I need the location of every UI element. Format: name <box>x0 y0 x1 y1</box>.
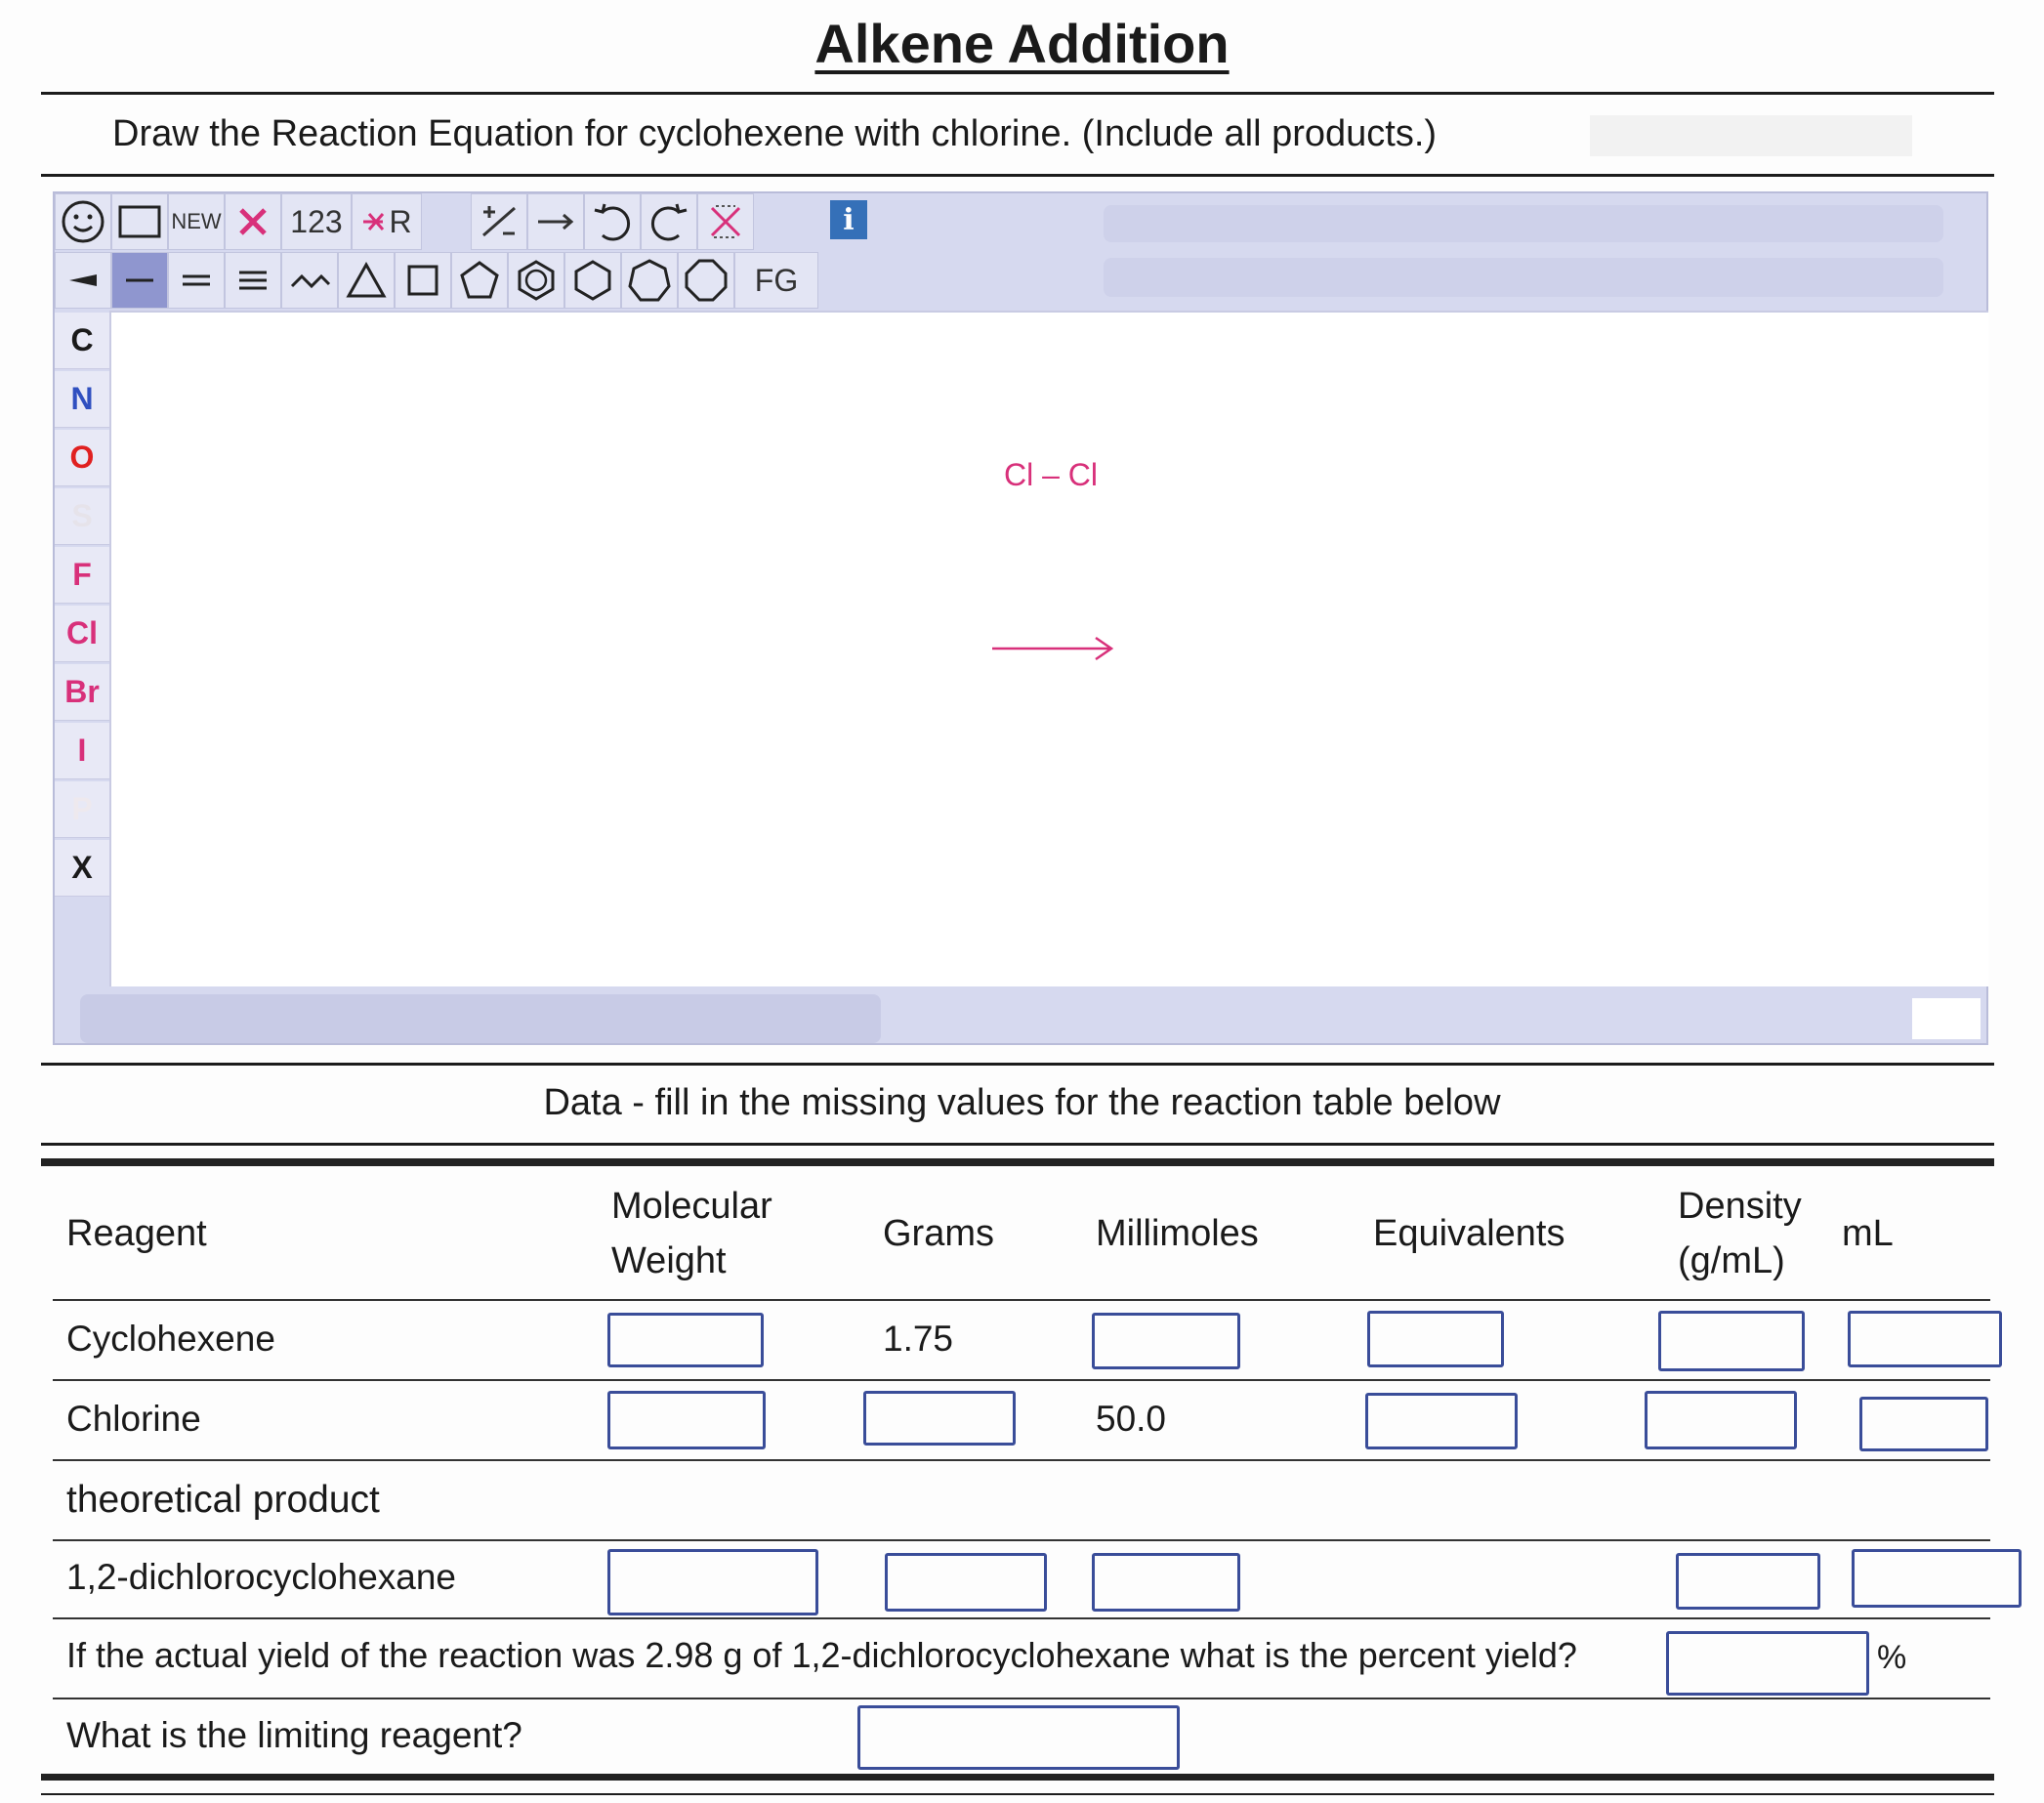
grams-value: 1.75 <box>883 1319 954 1359</box>
header-mw-line1: Molecular <box>611 1186 772 1227</box>
element-cl[interactable]: Cl <box>55 606 109 662</box>
grams-input[interactable] <box>885 1553 1047 1612</box>
cyclohexane-icon[interactable] <box>564 252 621 309</box>
cyclobutane-icon[interactable] <box>395 252 451 309</box>
bond: – <box>1042 457 1060 492</box>
cycloheptane-icon[interactable] <box>621 252 678 309</box>
wedge-bond-icon[interactable] <box>55 252 111 309</box>
reaction-arrow-icon[interactable] <box>990 633 1117 664</box>
header-grams: Grams <box>883 1213 994 1254</box>
select-rectangle-icon[interactable] <box>111 193 168 250</box>
element-x[interactable]: X <box>55 840 109 897</box>
millimoles-value: 50.0 <box>1096 1399 1167 1439</box>
functional-group-button[interactable]: FG <box>734 252 818 309</box>
rgroup-label: R <box>389 203 412 239</box>
divider <box>41 92 1994 95</box>
yield-question: If the actual yield of the reaction was 2.98 g of 1,2-dichlorocyclohexane what is the percent yield? <box>66 1635 1577 1675</box>
divider <box>41 1063 1994 1066</box>
atom-label: Cl <box>1067 457 1099 492</box>
faded-toolbar <box>1104 258 1943 297</box>
divider <box>41 1143 1994 1146</box>
info-button[interactable]: i <box>830 200 867 239</box>
header-reagent: Reagent <box>66 1213 207 1254</box>
equivalents-input[interactable] <box>1365 1393 1518 1449</box>
reagent-name: Chlorine <box>66 1399 201 1439</box>
faded-toolbar <box>1104 205 1943 242</box>
table-bottom-rule <box>41 1774 1994 1781</box>
millimoles-input[interactable] <box>1092 1553 1240 1612</box>
row-divider <box>53 1299 1990 1301</box>
percent-yield-input[interactable] <box>1666 1631 1869 1696</box>
page-title: Alkene Addition <box>814 13 1230 74</box>
header-equivalents: Equivalents <box>1373 1213 1565 1254</box>
limiting-reagent-input[interactable] <box>857 1705 1180 1770</box>
cyclooctane-icon[interactable] <box>678 252 734 309</box>
redo-icon[interactable] <box>641 193 697 250</box>
element-p[interactable]: P <box>55 781 109 838</box>
section-label: theoretical product <box>66 1479 380 1521</box>
arrow-icon[interactable] <box>527 193 584 250</box>
triple-bond-icon[interactable] <box>225 252 281 309</box>
benzene-icon[interactable] <box>508 252 564 309</box>
single-bond-icon[interactable] <box>111 252 168 309</box>
chlorine-molecule[interactable] <box>1004 457 1098 493</box>
divider <box>41 174 1994 177</box>
data-heading: Data - fill in the missing values for the reaction table below <box>543 1082 1501 1123</box>
limiting-question: What is the limiting reagent? <box>66 1715 522 1755</box>
row-divider <box>53 1539 1990 1541</box>
header-mw-line2: Weight <box>611 1240 727 1281</box>
row-divider <box>53 1379 1990 1381</box>
product-name: 1,2-dichlorocyclohexane <box>66 1557 457 1597</box>
cyclopropane-icon[interactable] <box>338 252 395 309</box>
element-o[interactable]: O <box>55 430 109 486</box>
smiley-icon[interactable] <box>55 193 111 250</box>
row-divider <box>53 1698 1990 1699</box>
element-s[interactable]: S <box>55 488 109 545</box>
question-prompt: Draw the Reaction Equation for cyclohexene with chlorine. (Include all products.) <box>112 113 1438 154</box>
reagent-name: Cyclohexene <box>66 1319 275 1359</box>
clear-icon[interactable] <box>697 193 754 250</box>
divider <box>41 1793 1994 1795</box>
density-input[interactable] <box>1676 1553 1820 1610</box>
element-n[interactable]: N <box>55 371 109 428</box>
row-divider <box>53 1459 1990 1461</box>
chain-icon[interactable] <box>281 252 338 309</box>
row-divider <box>53 1617 1990 1619</box>
double-bond-icon[interactable] <box>168 252 225 309</box>
ml-input[interactable] <box>1848 1311 2002 1367</box>
resize-handle[interactable] <box>1912 998 1981 1039</box>
percent-unit: % <box>1877 1639 1907 1676</box>
density-input[interactable] <box>1658 1311 1805 1371</box>
element-c[interactable]: C <box>55 313 109 369</box>
mw-input[interactable] <box>607 1549 818 1615</box>
mw-input[interactable] <box>607 1391 766 1449</box>
header-density-line2: (g/mL) <box>1678 1240 1785 1281</box>
density-input[interactable] <box>1645 1391 1797 1449</box>
ml-input[interactable] <box>1852 1549 2022 1608</box>
element-f[interactable]: F <box>55 547 109 604</box>
element-br[interactable]: Br <box>55 664 109 721</box>
millimoles-input[interactable] <box>1092 1313 1240 1369</box>
cyclopentane-icon[interactable] <box>451 252 508 309</box>
ml-input[interactable] <box>1859 1397 1988 1451</box>
equivalents-input[interactable] <box>1367 1311 1504 1367</box>
grams-input[interactable] <box>863 1391 1016 1446</box>
new-button[interactable]: NEW <box>168 193 225 250</box>
atom-numbering-button[interactable]: 123 <box>281 193 352 250</box>
element-i[interactable]: I <box>55 723 109 779</box>
header-millimoles: Millimoles <box>1096 1213 1259 1254</box>
mw-input[interactable] <box>607 1313 764 1367</box>
header-ml: mL <box>1842 1213 1894 1254</box>
charge-icon[interactable] <box>471 193 527 250</box>
header-density-line1: Density <box>1678 1186 1802 1227</box>
toolbar-spacer <box>422 193 461 250</box>
atom-label: Cl <box>1004 457 1034 492</box>
redacted-area <box>1590 115 1912 156</box>
undo-icon[interactable] <box>584 193 641 250</box>
rgroup-button[interactable] <box>352 193 422 250</box>
table-top-rule <box>41 1158 1994 1166</box>
status-bar <box>80 994 881 1043</box>
delete-icon[interactable] <box>225 193 281 250</box>
